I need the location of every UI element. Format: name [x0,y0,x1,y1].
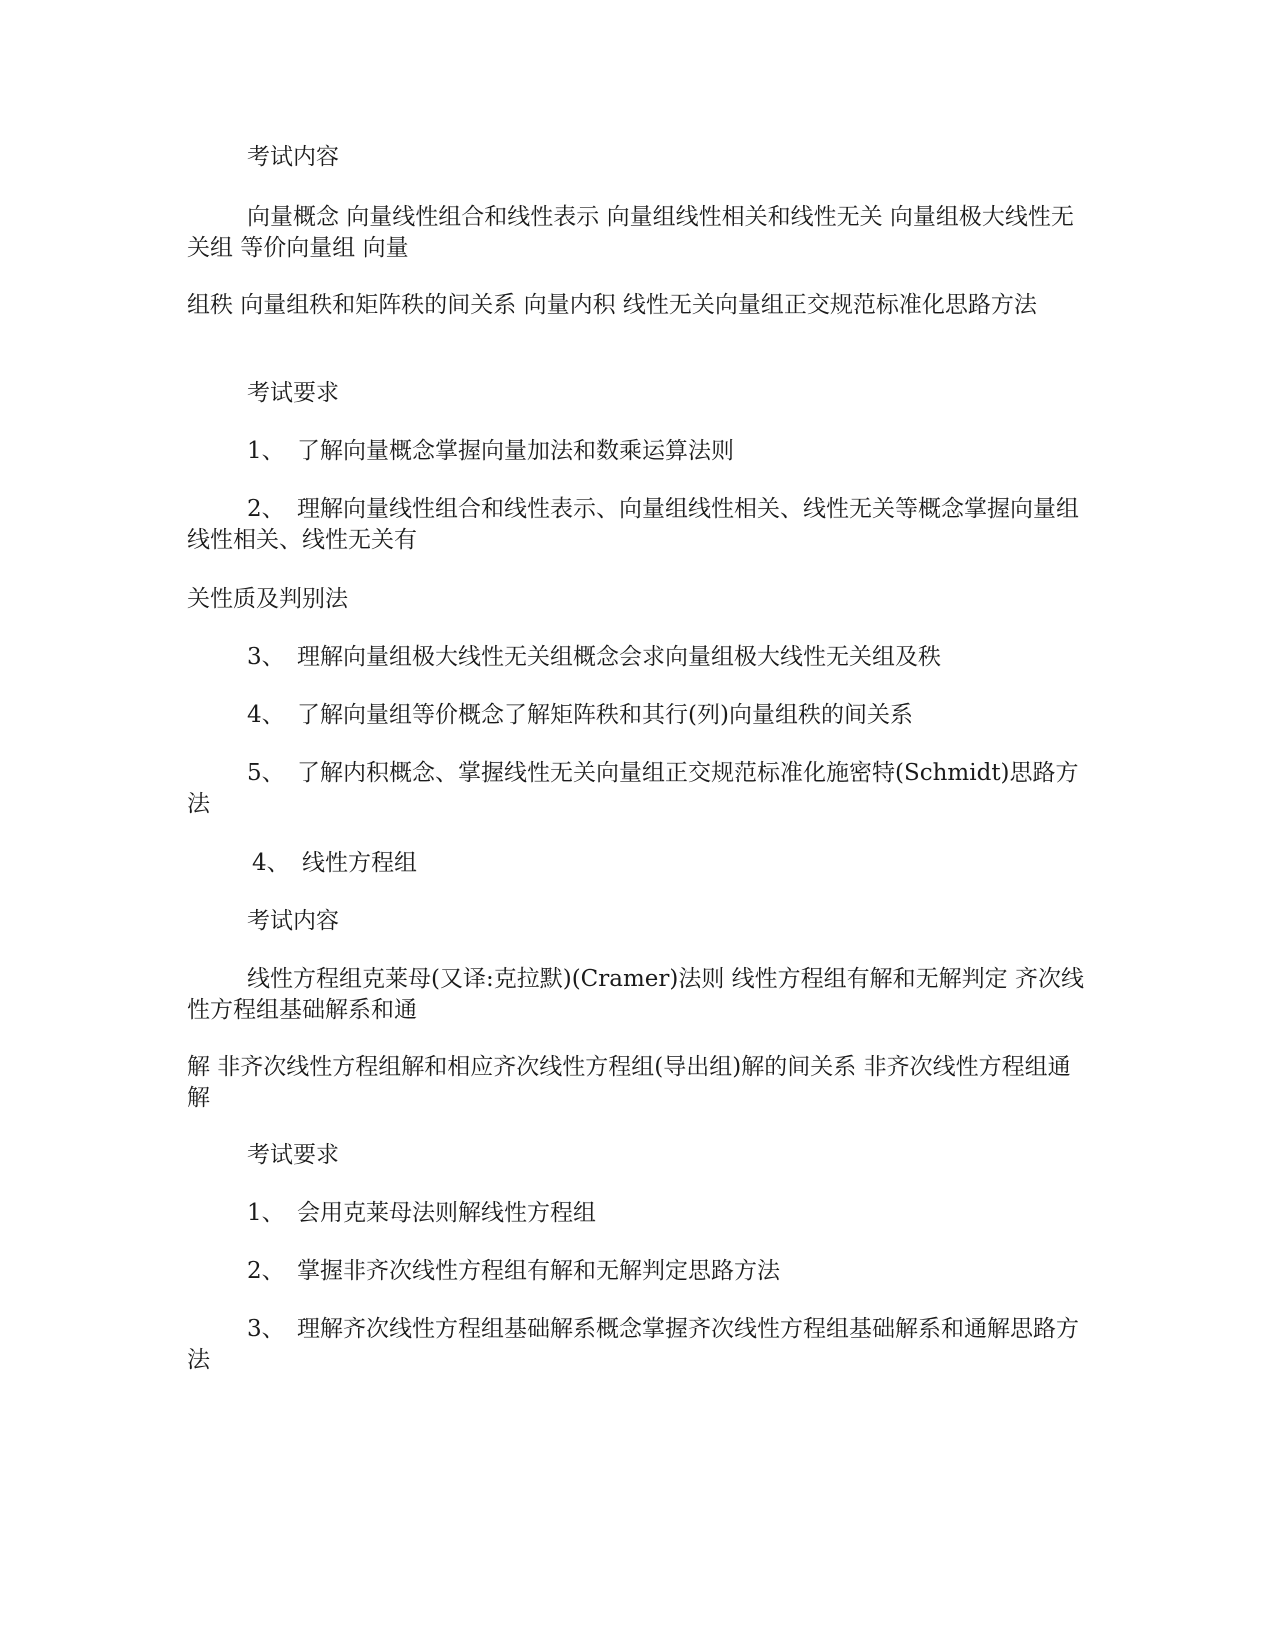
paragraph-equations-content-cont: 解 非齐次线性方程组解和相应齐次线性方程组(导出组)解的间关系 非齐次线性方程组通解 [187,1054,1071,1111]
list-number: 3、 [247,1316,285,1342]
list-item-eq-1 [187,1198,1087,1229]
list-item-1 [187,436,1087,467]
list-number: 5、 [247,760,285,786]
list-item-text: 理解齐次线性方程组基础解系概念掌握齐次线性方程组基础解系和通解思路方法 [187,1316,1079,1373]
list-number: 2、 [247,496,285,522]
list-number: 1、 [247,1200,285,1226]
section-number: 4、 [252,850,290,876]
list-item-3 [187,642,1087,673]
list-item-eq-2 [187,1256,1087,1287]
list-item-5 [187,758,1087,820]
list-item-4 [187,700,1087,731]
list-item-text: 理解向量组极大线性无关组概念会求向量组极大线性无关组及秩 [297,644,941,670]
paragraph-vector-content-cont: 组秩 向量组秩和矩阵秩的间关系 向量内积 线性无关向量组正交规范标准化思路方法 [187,292,1037,318]
list-item-text: 会用克莱母法则解线性方程组 [297,1200,596,1226]
list-item-2 [187,494,1087,556]
list-item-text: 了解向量组等价概念了解矩阵秩和其行(列)向量组秩的间关系 [297,702,913,728]
list-item-eq-3 [187,1314,1087,1376]
list-number: 3、 [247,644,285,670]
paragraph-equations-content: 线性方程组克莱母(又译:克拉默)(Cramer)法则 线性方程组有解和无解判定 齐次线性方程组基础解系和通 [187,966,1084,1023]
heading-exam-requirements-2: 考试要求 [247,1142,339,1168]
list-number: 1、 [247,438,285,464]
section-title: 线性方程组 [302,850,417,876]
list-number: 4、 [247,702,285,728]
list-item-text: 了解内积概念、掌握线性无关向量组正交规范标准化施密特(Schmidt)思路方法 [187,760,1079,817]
list-number: 2、 [247,1258,285,1284]
section-heading-linear-equations [187,848,1087,879]
list-item-text: 掌握非齐次线性方程组有解和无解判定思路方法 [297,1258,780,1284]
paragraph-vector-content: 向量概念 向量线性组合和线性表示 向量组线性相关和线性无关 向量组极大线性无关组 等价向量组 向量 [187,204,1074,261]
list-item-2-cont: 关性质及判别法 [187,586,348,612]
heading-exam-content: 考试内容 [247,144,339,170]
list-item-text: 了解向量概念掌握向量加法和数乘运算法则 [297,438,734,464]
heading-exam-content-2: 考试内容 [247,908,339,934]
heading-exam-requirements: 考试要求 [247,380,339,406]
list-item-text: 理解向量线性组合和线性表示、向量组线性相关、线性无关等概念掌握向量组线性相关、线性无关有 [187,496,1079,553]
